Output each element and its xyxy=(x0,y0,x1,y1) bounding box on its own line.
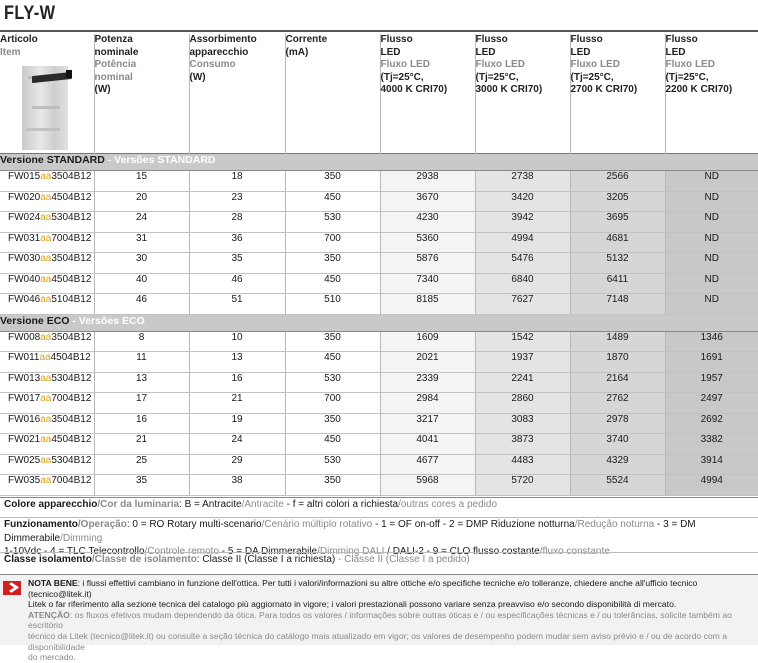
flux-2200k-cell: ND xyxy=(665,273,758,294)
flux-4000k-cell: 5968 xyxy=(380,475,475,496)
power-cell: 35 xyxy=(94,475,189,496)
absorption-cell: 18 xyxy=(189,171,285,192)
flux-2200k-cell: 1346 xyxy=(665,331,758,352)
table-row xyxy=(0,434,758,455)
flux-4000k-cell: 2339 xyxy=(380,372,475,393)
table-row xyxy=(0,475,758,496)
flux-2200k-cell: ND xyxy=(665,212,758,233)
current-cell: 350 xyxy=(285,171,380,192)
note-color xyxy=(0,497,758,516)
header-flux-4000k xyxy=(380,34,475,154)
header-article-it: Articolo xyxy=(0,34,94,47)
article-code-part: 3504B12 xyxy=(51,253,91,264)
header-power-pt-1: Potência xyxy=(95,59,189,72)
flux-3000k-cell: 3420 xyxy=(475,191,570,212)
flux-4000k-cell: 3670 xyxy=(380,191,475,212)
absorption-cell: 19 xyxy=(189,413,285,434)
flux-4000k-cell: 4677 xyxy=(380,454,475,475)
article-code-part: 4504B12 xyxy=(51,192,91,203)
article-code-variable: aa xyxy=(40,233,51,244)
flux-2200k-cell: 4994 xyxy=(665,475,758,496)
warning-check-icon xyxy=(3,581,21,595)
flux-3000k-cell: 2241 xyxy=(475,372,570,393)
current-cell: 510 xyxy=(285,294,380,315)
article-code-part: FW025 xyxy=(8,455,40,466)
article-code-part: FW035 xyxy=(8,475,40,486)
current-cell: 450 xyxy=(285,352,380,373)
note-operation-text-pt: /Redução noturna xyxy=(575,519,655,530)
current-cell: 530 xyxy=(285,212,380,233)
article-code-cell xyxy=(0,331,94,352)
flux-label-pt: Fluxo LED xyxy=(476,59,570,72)
article-code-cell xyxy=(0,352,94,373)
power-cell: 40 xyxy=(94,273,189,294)
current-cell: 350 xyxy=(285,253,380,274)
article-code-part: FW030 xyxy=(8,253,40,264)
flux-2700k-cell: 3205 xyxy=(570,191,665,212)
power-cell: 24 xyxy=(94,212,189,233)
note-operation-text-pt: /Cenário múltiplo rotativo xyxy=(262,519,373,530)
header-absorb-unit: (W) xyxy=(190,72,285,85)
article-code-part: 4504B12 xyxy=(51,352,91,363)
absorption-cell: 46 xyxy=(189,273,285,294)
header-absorb-it-1: Assorbimento xyxy=(190,34,285,47)
disclaimer-text-it: Litek o far riferimento alla sezione tecnica del catalogo più aggiornato in vigore; i valori prestazionali possono variare senza preavviso e/o secondo disponibilità di mercato. xyxy=(28,599,754,610)
article-code-part: 5304B12 xyxy=(51,455,91,466)
header-absorb-it-2: apparecchio xyxy=(190,47,285,60)
note-insulation-text-pt: - Classe II (Classe I a pedido) xyxy=(335,554,470,565)
article-code-part: 4504B12 xyxy=(51,274,91,285)
flux-2200k-cell: 2497 xyxy=(665,393,758,414)
article-code-cell xyxy=(0,253,94,274)
article-code-part: 5304B12 xyxy=(51,212,91,223)
table-row xyxy=(0,212,758,233)
header-absorb-pt: Consumo xyxy=(190,59,285,72)
header-power xyxy=(94,34,189,154)
current-cell: 450 xyxy=(285,191,380,212)
header-current-it: Corrente xyxy=(286,34,380,47)
section-title xyxy=(0,154,758,171)
note-color-text2: - f = altri colori a richiesta xyxy=(284,499,398,510)
note-insulation-label: Classe isolamento xyxy=(4,554,92,565)
absorption-cell: 28 xyxy=(189,212,285,233)
absorption-cell: 23 xyxy=(189,191,285,212)
flux-4000k-cell: 2984 xyxy=(380,393,475,414)
article-code-part: FW015 xyxy=(8,171,40,182)
flux-2200k-cell: ND xyxy=(665,191,758,212)
table-row xyxy=(0,393,758,414)
note-insulation-label-pt: /Classe de isolamento xyxy=(92,554,197,565)
article-code-part: 5104B12 xyxy=(51,294,91,305)
article-code-part: FW040 xyxy=(8,274,40,285)
flux-label: LED xyxy=(381,47,475,60)
note-operation xyxy=(0,517,758,548)
article-code-cell xyxy=(0,393,94,414)
current-cell: 530 xyxy=(285,372,380,393)
disclaimer-label-pt: ATENÇÃO xyxy=(28,610,70,620)
current-cell: 350 xyxy=(285,413,380,434)
flux-2200k-cell: ND xyxy=(665,294,758,315)
flux-3000k-cell: 3873 xyxy=(475,434,570,455)
article-code-part: FW020 xyxy=(8,192,40,203)
article-code-part: FW011 xyxy=(8,352,40,363)
flux-2200k-cell: 1957 xyxy=(665,372,758,393)
flux-4000k-cell: 8185 xyxy=(380,294,475,315)
flux-condition: 2200 K CRI70) xyxy=(666,84,758,97)
flux-label: Flusso xyxy=(381,34,475,47)
flux-label: Flusso xyxy=(666,34,758,47)
disclaimer-text-pt: : os fluxos efetivos mudam dependendo da ótica. Para todos os valores / informações sobre outras óticas e / ou especificações técnicas e / ou tolerâncias, solicite também ao escritório xyxy=(28,610,732,631)
note-color-label: Colore apparecchio xyxy=(4,499,97,510)
article-code-part: 4504B12 xyxy=(51,434,91,445)
section-title-it: Versione ECO xyxy=(0,315,69,327)
flux-2700k-cell: 2762 xyxy=(570,393,665,414)
article-code-cell xyxy=(0,273,94,294)
article-code-variable: aa xyxy=(40,393,51,404)
header-flux-2700k xyxy=(570,34,665,154)
article-code-part: 5304B12 xyxy=(51,373,91,384)
article-code-cell xyxy=(0,434,94,455)
article-code-part: FW017 xyxy=(8,393,40,404)
flux-2200k-cell: 1691 xyxy=(665,352,758,373)
absorption-cell: 16 xyxy=(189,372,285,393)
flux-3000k-cell: 6840 xyxy=(475,273,570,294)
flux-label: LED xyxy=(571,47,665,60)
section-title-pt: - Versões ECO xyxy=(69,315,144,327)
section-header xyxy=(0,154,758,171)
flux-condition: (Tj=25°C, xyxy=(381,72,475,85)
flux-2700k-cell: 2164 xyxy=(570,372,665,393)
flux-4000k-cell: 1609 xyxy=(380,331,475,352)
flux-4000k-cell: 4041 xyxy=(380,434,475,455)
flux-4000k-cell: 5876 xyxy=(380,253,475,274)
current-cell: 350 xyxy=(285,331,380,352)
article-code-part: 3504B12 xyxy=(51,332,91,343)
power-cell: 46 xyxy=(94,294,189,315)
flux-3000k-cell: 3083 xyxy=(475,413,570,434)
note-color-text: : B = Antracite xyxy=(179,499,242,510)
note-operation-text-pt: /Dimming xyxy=(60,533,102,544)
flux-2700k-cell: 2566 xyxy=(570,171,665,192)
header-power-it-1: Potenza xyxy=(95,34,189,47)
power-cell: 13 xyxy=(94,372,189,393)
flux-3000k-cell: 7627 xyxy=(475,294,570,315)
flux-label: Flusso xyxy=(571,34,665,47)
flux-2700k-cell: 2978 xyxy=(570,413,665,434)
table-row xyxy=(0,331,758,352)
note-color-label-pt: /Cor da luminaria xyxy=(97,499,179,510)
article-code-part: FW024 xyxy=(8,212,40,223)
power-cell: 30 xyxy=(94,253,189,274)
flux-4000k-cell: 2938 xyxy=(380,171,475,192)
header-power-pt-2: nominal xyxy=(95,72,189,85)
note-insulation-text: : Classe II (Classe I a richiesta) xyxy=(197,554,335,565)
table-row xyxy=(0,372,758,393)
note-operation-text: : 0 = RO Rotary multi-scenario xyxy=(127,519,262,530)
flux-label: Flusso xyxy=(476,34,570,47)
article-code-variable: aa xyxy=(40,294,51,305)
header-power-it-2: nominale xyxy=(95,47,189,60)
table-row xyxy=(0,191,758,212)
power-cell: 8 xyxy=(94,331,189,352)
flux-condition: (Tj=25°C, xyxy=(476,72,570,85)
spec-table xyxy=(0,34,758,496)
table-row xyxy=(0,253,758,274)
disclaimer-text-pt: do mercado. xyxy=(28,652,754,663)
flux-2700k-cell: 4681 xyxy=(570,232,665,253)
flux-condition: (Tj=25°C, xyxy=(571,72,665,85)
header-current xyxy=(285,34,380,154)
current-cell: 700 xyxy=(285,232,380,253)
flux-3000k-cell: 1937 xyxy=(475,352,570,373)
flux-label: LED xyxy=(666,47,758,60)
article-code-part: 7004B12 xyxy=(51,393,91,404)
note-operation-label: Funzionamento xyxy=(4,519,78,530)
flux-label-pt: Fluxo LED xyxy=(666,59,758,72)
header-current-unit: (mA) xyxy=(286,47,380,60)
flux-4000k-cell: 4230 xyxy=(380,212,475,233)
flux-3000k-cell: 5476 xyxy=(475,253,570,274)
absorption-cell: 38 xyxy=(189,475,285,496)
article-code-cell xyxy=(0,294,94,315)
table-header-row xyxy=(0,34,758,154)
article-code-cell xyxy=(0,413,94,434)
flux-3000k-cell: 3942 xyxy=(475,212,570,233)
note-operation-text-pt: /fluxo constante xyxy=(540,546,610,557)
header-flux-2200k xyxy=(665,34,758,154)
flux-condition: 3000 K CRI70) xyxy=(476,84,570,97)
article-code-part: FW046 xyxy=(8,294,40,305)
flux-2200k-cell: ND xyxy=(665,232,758,253)
article-code-variable: aa xyxy=(40,332,51,343)
article-code-cell xyxy=(0,171,94,192)
flux-2700k-cell: 3695 xyxy=(570,212,665,233)
flux-2700k-cell: 6411 xyxy=(570,273,665,294)
article-code-variable: aa xyxy=(40,274,51,285)
absorption-cell: 13 xyxy=(189,352,285,373)
table-row xyxy=(0,171,758,192)
flux-2200k-cell: 3914 xyxy=(665,454,758,475)
power-cell: 21 xyxy=(94,434,189,455)
table-body xyxy=(0,154,758,496)
article-code-cell xyxy=(0,212,94,233)
article-code-cell xyxy=(0,191,94,212)
note-operation-text: - 1 = OF on-off - 2 = DMP Riduzione notturna xyxy=(372,519,575,530)
title-divider xyxy=(0,30,758,32)
note-operation-label-pt: /Operação xyxy=(78,519,127,530)
note-color-text-pt: /Antracite xyxy=(242,499,284,510)
note-operation-text-pt: /Dimming DALI xyxy=(317,546,384,557)
header-flux-3000k xyxy=(475,34,570,154)
absorption-cell: 35 xyxy=(189,253,285,274)
disclaimer-label: NOTA BENE xyxy=(28,578,78,588)
article-code-part: FW013 xyxy=(8,373,40,384)
flux-condition: 2700 K CRI70) xyxy=(571,84,665,97)
power-cell: 11 xyxy=(94,352,189,373)
absorption-cell: 51 xyxy=(189,294,285,315)
table-row xyxy=(0,273,758,294)
note-operation-text: - 5 = DA Dimmerabile xyxy=(219,546,317,557)
article-code-variable: aa xyxy=(40,212,51,223)
page-title: FLY-W xyxy=(4,3,55,25)
flux-3000k-cell: 2738 xyxy=(475,171,570,192)
table-row xyxy=(0,454,758,475)
flux-2700k-cell: 3740 xyxy=(570,434,665,455)
article-code-cell xyxy=(0,454,94,475)
article-code-cell xyxy=(0,475,94,496)
flux-4000k-cell: 2021 xyxy=(380,352,475,373)
section-title-it: Versione STANDARD xyxy=(0,154,105,166)
flux-condition: 4000 K CRI70) xyxy=(381,84,475,97)
flux-3000k-cell: 5720 xyxy=(475,475,570,496)
disclaimer-text-it: : i flussi effettivi cambiano in funzione dell'ottica. Per tutti i valori/informazioni su altre ottiche e/o specifiche tecniche e/o tolleranze, chiedere anche all'ufficio tecnico (tecnico@litek.it) xyxy=(28,578,697,599)
note-operation-text: / DALI-2 - 9 = CLO flusso costante xyxy=(384,546,539,557)
flux-3000k-cell: 4994 xyxy=(475,232,570,253)
flux-2700k-cell: 4329 xyxy=(570,454,665,475)
article-code-variable: aa xyxy=(40,171,51,182)
flux-2700k-cell: 1870 xyxy=(570,352,665,373)
article-code-variable: aa xyxy=(40,352,51,363)
note-operation-text: - 3 = DM Dimmerabile xyxy=(4,519,696,544)
absorption-cell: 10 xyxy=(189,331,285,352)
flux-2700k-cell: 1489 xyxy=(570,331,665,352)
table-row xyxy=(0,232,758,253)
article-code-variable: aa xyxy=(40,455,51,466)
note-insulation xyxy=(0,552,758,571)
note-operation-text-pt: /Controle remoto xyxy=(145,546,219,557)
absorption-cell: 29 xyxy=(189,454,285,475)
flux-3000k-cell: 4483 xyxy=(475,454,570,475)
flux-2700k-cell: 5132 xyxy=(570,253,665,274)
absorption-cell: 21 xyxy=(189,393,285,414)
power-cell: 15 xyxy=(94,171,189,192)
flux-2200k-cell: ND xyxy=(665,253,758,274)
power-cell: 16 xyxy=(94,413,189,434)
power-cell: 20 xyxy=(94,191,189,212)
current-cell: 350 xyxy=(285,475,380,496)
flux-2200k-cell: 3382 xyxy=(665,434,758,455)
current-cell: 700 xyxy=(285,393,380,414)
article-code-part: FW016 xyxy=(8,414,40,425)
power-cell: 25 xyxy=(94,454,189,475)
flux-2700k-cell: 5524 xyxy=(570,475,665,496)
article-code-variable: aa xyxy=(40,253,51,264)
current-cell: 450 xyxy=(285,434,380,455)
current-cell: 450 xyxy=(285,273,380,294)
article-code-part: 7004B12 xyxy=(51,233,91,244)
section-title xyxy=(0,314,758,331)
article-code-part: FW031 xyxy=(8,233,40,244)
flux-3000k-cell: 2860 xyxy=(475,393,570,414)
table-row xyxy=(0,413,758,434)
flux-4000k-cell: 5360 xyxy=(380,232,475,253)
flux-label: LED xyxy=(476,47,570,60)
flux-2700k-cell: 7148 xyxy=(570,294,665,315)
header-power-unit: (W) xyxy=(95,84,189,97)
article-code-variable: aa xyxy=(40,373,51,384)
flux-condition: (Tj=25°C, xyxy=(666,72,758,85)
flux-4000k-cell: 3217 xyxy=(380,413,475,434)
article-code-part: 3504B12 xyxy=(51,414,91,425)
power-cell: 31 xyxy=(94,232,189,253)
article-code-variable: aa xyxy=(40,192,51,203)
article-code-part: 7004B12 xyxy=(51,475,91,486)
article-code-variable: aa xyxy=(40,475,51,486)
section-title-pt: - Versões STANDARD xyxy=(105,154,216,166)
current-cell: 530 xyxy=(285,454,380,475)
header-article-pt: Item xyxy=(0,47,94,60)
flux-label-pt: Fluxo LED xyxy=(571,59,665,72)
absorption-cell: 24 xyxy=(189,434,285,455)
table-row xyxy=(0,352,758,373)
flux-label-pt: Fluxo LED xyxy=(381,59,475,72)
note-color-text2-pt: /outras cores a pedido xyxy=(398,499,497,510)
note-disclaimer xyxy=(0,574,758,645)
header-absorption xyxy=(189,34,285,154)
article-code-cell xyxy=(0,232,94,253)
article-code-part: FW021 xyxy=(8,434,40,445)
section-header xyxy=(0,314,758,331)
flux-3000k-cell: 1542 xyxy=(475,331,570,352)
flux-2200k-cell: ND xyxy=(665,171,758,192)
article-code-part: FW008 xyxy=(8,332,40,343)
disclaimer-text-pt: técnico da Litek (tecnico@litek.it) ou consulte a seção técnica do catálogo mais atualizado em vigor; os valores de desempenho podem mudar sem aviso prévio e / ou de acordo com a disponibilidade xyxy=(28,631,754,652)
article-code-cell xyxy=(0,372,94,393)
header-article xyxy=(0,34,94,154)
article-code-variable: aa xyxy=(40,434,51,445)
product-image xyxy=(22,66,68,150)
power-cell: 17 xyxy=(94,393,189,414)
flux-4000k-cell: 7340 xyxy=(380,273,475,294)
article-code-part: 3504B12 xyxy=(51,171,91,182)
note-operation-text: 1-10Vdc - 4 = TLC Telecontrollo xyxy=(4,546,145,557)
article-code-variable: aa xyxy=(40,414,51,425)
table-row xyxy=(0,294,758,315)
absorption-cell: 36 xyxy=(189,232,285,253)
flux-2200k-cell: 2692 xyxy=(665,413,758,434)
